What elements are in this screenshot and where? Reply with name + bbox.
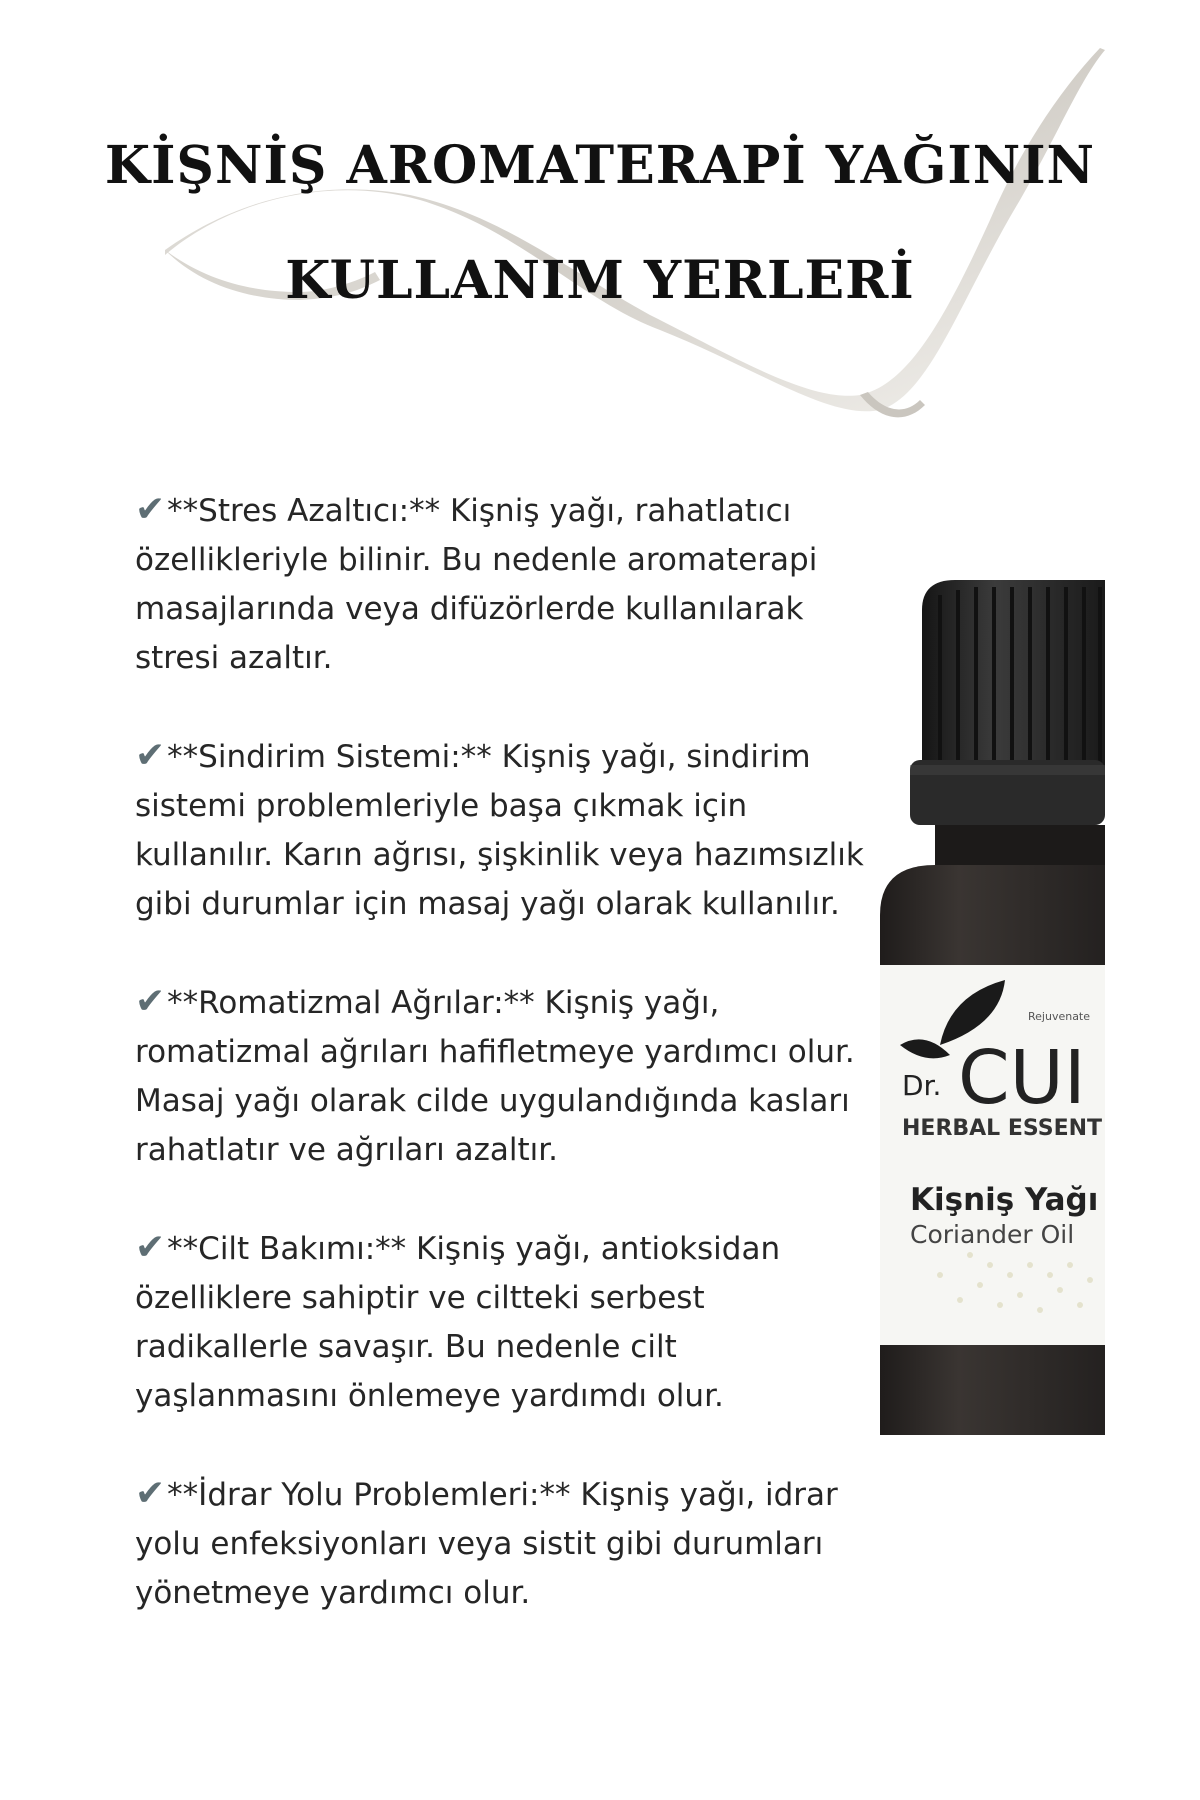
brand-prefix: Dr. <box>902 1069 942 1102</box>
check-icon: ✔ <box>135 489 166 530</box>
product-name: Kişniş Yağı <box>910 1182 1099 1218</box>
brand-subtitle: HERBAL ESSENT <box>902 1116 1103 1141</box>
list-item <box>135 1223 875 1421</box>
item-heading: **İdrar Yolu Problemleri:** <box>167 1477 571 1513</box>
page-title-line1: KİŞNİŞ AROMATERAPİ YAĞININ <box>104 135 1096 196</box>
check-icon: ✔ <box>135 1227 166 1268</box>
ribbon-decoration <box>0 0 1200 460</box>
list-item <box>135 977 875 1175</box>
usage-list <box>135 485 875 1666</box>
item-heading: **Stres Azaltıcı:** <box>167 493 441 529</box>
item-text: Kişniş yağı, idrar yolu enfeksiyonları veya sistit gibi durumları yönetmeye yardımcı olur. <box>135 1477 838 1611</box>
product-tagline: Rejuvenate <box>1028 1010 1091 1023</box>
item-heading: **Romatizmal Ağrılar:** <box>167 985 535 1021</box>
list-item <box>135 485 875 683</box>
product-name-en: Coriander Oil <box>910 1220 1075 1249</box>
list-item <box>135 1469 875 1618</box>
item-text: Kişniş yağı, romatizmal ağrıları hafifletmeye yardımcı olur. Masaj yağı olarak cilde uygulandığında kasları rahatlatır ve ağrıları azaltır. <box>135 985 855 1168</box>
item-heading: **Sindirim Sistemi:** <box>167 739 492 775</box>
item-text: Kişniş yağı, rahatlatıcı özellikleriyle bilinir. Bu nedenle aromaterapi masajlarında veya difüzörlerde kullanılarak stresi azaltır. <box>135 493 818 676</box>
item-text: Kişniş yağı, antioksidan özelliklere sahiptir ve ciltteki serbest radikallerle savaşır. Bu nedenle cilt yaşlanmasını önlemeye yardımdı olur. <box>135 1231 781 1414</box>
item-heading: **Cilt Bakımı:** <box>167 1231 407 1267</box>
list-item <box>135 731 875 929</box>
page-title-line2: KULLANIM YERLERİ <box>285 250 915 311</box>
bottle-cap <box>910 580 1105 825</box>
check-icon: ✔ <box>135 735 166 776</box>
item-text: Kişniş yağı, sindirim sistemi problemleriyle başa çıkmak için kullanılır. Karın ağrısı, şişkinlik veya hazımsızlık gibi durumlar için masaj yağı olarak kullanılır. <box>135 739 864 922</box>
check-icon: ✔ <box>135 1473 166 1514</box>
product-bottle-image <box>880 575 1105 1455</box>
brand-name: CUI <box>958 1035 1086 1121</box>
check-icon: ✔ <box>135 981 166 1022</box>
